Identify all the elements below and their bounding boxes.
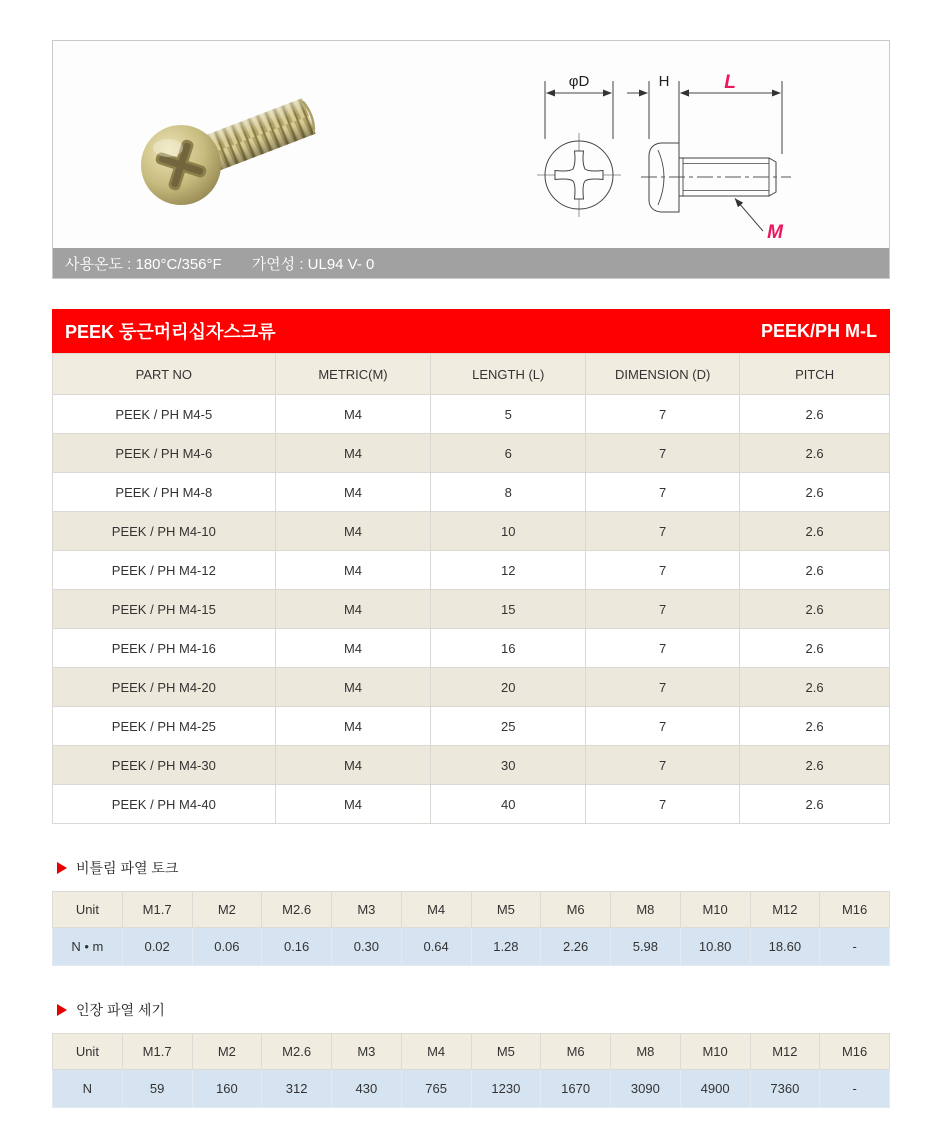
tensile-value-cell: N [53, 1070, 123, 1108]
cell: 25 [431, 707, 586, 746]
cell: 2.6 [740, 590, 890, 629]
torque-column-header: M5 [471, 892, 541, 928]
torque-column-header: Unit [53, 892, 123, 928]
torque-column-header: M6 [541, 892, 611, 928]
cell: M4 [275, 707, 431, 746]
red-triangle-bullet-icon [57, 862, 67, 874]
product-title: PEEK 둥근머리십자스크류 [65, 322, 276, 342]
spec-table-row [53, 746, 890, 785]
cell: 7 [586, 512, 740, 551]
cell: PEEK / PH M4-6 [53, 434, 276, 473]
cell: M4 [275, 668, 431, 707]
torque-column-header: M3 [332, 892, 402, 928]
torque-column-header: M2 [192, 892, 262, 928]
tensile-table [52, 1033, 890, 1108]
cell: M4 [275, 473, 431, 512]
tensile-column-header: Unit [53, 1034, 123, 1070]
tensile-section-title [57, 1000, 165, 1020]
spec-table-row [53, 629, 890, 668]
cell: 2.6 [740, 473, 890, 512]
tensile-value-cell: 160 [192, 1070, 262, 1108]
product-photo-and-drawing [53, 41, 889, 248]
torque-column-header: M4 [401, 892, 471, 928]
torque-column-header: M8 [611, 892, 681, 928]
cell: 6 [431, 434, 586, 473]
torque-column-header: M10 [680, 892, 750, 928]
cell: 7 [586, 473, 740, 512]
tensile-value-cell: 4900 [680, 1070, 750, 1108]
cell: PEEK / PH M4-30 [53, 746, 276, 785]
torque-column-header: M2.6 [262, 892, 332, 928]
cell: 2.6 [740, 395, 890, 434]
cell: M4 [275, 551, 431, 590]
cell: PEEK / PH M4-40 [53, 785, 276, 824]
cell: 7 [586, 746, 740, 785]
spec-table-row [53, 395, 890, 434]
tensile-column-header: M16 [820, 1034, 890, 1070]
cell: M4 [275, 434, 431, 473]
cell: 2.6 [740, 629, 890, 668]
torque-value-cell: 2.26 [541, 928, 611, 966]
cell: 8 [431, 473, 586, 512]
torque-value-cell: 10.80 [680, 928, 750, 966]
torque-table-header-row [53, 892, 890, 928]
tensile-column-header: M12 [750, 1034, 820, 1070]
spec-table-row [53, 551, 890, 590]
cell: 5 [431, 395, 586, 434]
torque-table-value-row [53, 928, 890, 966]
tensile-column-header: M8 [611, 1034, 681, 1070]
tensile-table-header-row [53, 1034, 890, 1070]
cell: 2.6 [740, 668, 890, 707]
spec-table-row [53, 590, 890, 629]
product-image-area [53, 41, 889, 248]
cell: 2.6 [740, 512, 890, 551]
cell: PEEK / PH M4-5 [53, 395, 276, 434]
cell: M4 [275, 590, 431, 629]
head-height-dimension-label: H [658, 73, 670, 90]
tensile-value-cell: - [820, 1070, 890, 1108]
cell: M4 [275, 512, 431, 551]
product-title-banner [52, 309, 890, 353]
torque-value-cell: 0.16 [262, 928, 332, 966]
tensile-column-header: M4 [401, 1034, 471, 1070]
spec-column-header: DIMENSION (D) [586, 354, 740, 395]
tensile-table-container [52, 1033, 890, 1108]
cell: 2.6 [740, 746, 890, 785]
tensile-value-cell: 1670 [541, 1070, 611, 1108]
torque-value-cell: 0.64 [401, 928, 471, 966]
spec-column-header: PART NO [53, 354, 276, 395]
torque-value-cell: 0.06 [192, 928, 262, 966]
cell: M4 [275, 746, 431, 785]
thread-dimension-label: M [767, 222, 783, 243]
spec-table-row [53, 512, 890, 551]
spec-table-row [53, 785, 890, 824]
tensile-value-cell: 3090 [611, 1070, 681, 1108]
torque-table-container [52, 891, 890, 966]
product-code: PEEK/PH M-L [760, 320, 877, 341]
cell: 7 [586, 434, 740, 473]
spec-column-header: LENGTH (L) [431, 354, 586, 395]
torque-table [52, 891, 890, 966]
spec-table-container [52, 353, 890, 824]
torque-column-header: M16 [820, 892, 890, 928]
cell: PEEK / PH M4-8 [53, 473, 276, 512]
cell: 2.6 [740, 707, 890, 746]
cell: 7 [586, 707, 740, 746]
tensile-column-header: M1.7 [122, 1034, 192, 1070]
flammability-label: 가연성 : UL94 V- 0 [251, 255, 375, 273]
torque-column-header: M12 [750, 892, 820, 928]
spec-table-row [53, 707, 890, 746]
cell: 16 [431, 629, 586, 668]
cell: 7 [586, 668, 740, 707]
cell: 7 [586, 785, 740, 824]
cell: 7 [586, 395, 740, 434]
usage-temperature-label: 사용온도 : 180°C/356°F [65, 255, 222, 273]
cell: PEEK / PH M4-15 [53, 590, 276, 629]
cell: M4 [275, 785, 431, 824]
torque-value-cell: 18.60 [750, 928, 820, 966]
screw-photo [141, 97, 319, 205]
tensile-column-header: M2.6 [262, 1034, 332, 1070]
cell: 7 [586, 629, 740, 668]
torque-value-cell: - [820, 928, 890, 966]
tensile-table-value-row [53, 1070, 890, 1108]
spec-table-row [53, 473, 890, 512]
tensile-column-header: M5 [471, 1034, 541, 1070]
torque-section-title [57, 858, 178, 878]
torque-value-cell: 5.98 [611, 928, 681, 966]
cell: 2.6 [740, 785, 890, 824]
tensile-column-header: M3 [332, 1034, 402, 1070]
cell: M4 [275, 629, 431, 668]
cell: PEEK / PH M4-25 [53, 707, 276, 746]
cell: PEEK / PH M4-10 [53, 512, 276, 551]
cell: PEEK / PH M4-16 [53, 629, 276, 668]
tensile-section-title-text: 인장 파열 세기 [76, 1002, 165, 1018]
cell: 12 [431, 551, 586, 590]
red-triangle-bullet-icon [57, 1004, 67, 1016]
spec-table-row [53, 434, 890, 473]
spec-table-header-row [53, 354, 890, 395]
cell: 30 [431, 746, 586, 785]
tensile-value-cell: 1230 [471, 1070, 541, 1108]
cell: 2.6 [740, 551, 890, 590]
spec-table-row [53, 668, 890, 707]
tensile-value-cell: 59 [122, 1070, 192, 1108]
tensile-column-header: M2 [192, 1034, 262, 1070]
usage-conditions-bar [53, 248, 889, 278]
cell: 15 [431, 590, 586, 629]
cell: 7 [586, 551, 740, 590]
cell: 7 [586, 590, 740, 629]
spec-table [52, 353, 890, 824]
tensile-value-cell: 430 [332, 1070, 402, 1108]
tensile-value-cell: 7360 [750, 1070, 820, 1108]
torque-value-cell: N • m [53, 928, 123, 966]
tensile-column-header: M6 [541, 1034, 611, 1070]
torque-value-cell: 0.02 [122, 928, 192, 966]
product-image-panel [52, 40, 890, 279]
cell: 2.6 [740, 434, 890, 473]
length-dimension-label: L [724, 72, 736, 93]
cell: PEEK / PH M4-20 [53, 668, 276, 707]
cell: 10 [431, 512, 586, 551]
technical-drawing [537, 72, 791, 243]
tensile-value-cell: 312 [262, 1070, 332, 1108]
torque-value-cell: 0.30 [332, 928, 402, 966]
cell: 40 [431, 785, 586, 824]
cell: 20 [431, 668, 586, 707]
cell: M4 [275, 395, 431, 434]
cell: PEEK / PH M4-12 [53, 551, 276, 590]
torque-section-title-text: 비틀림 파열 토크 [76, 860, 179, 876]
spec-column-header: PITCH [740, 354, 890, 395]
torque-column-header: M1.7 [122, 892, 192, 928]
diameter-dimension-label: φD [568, 73, 590, 90]
tensile-column-header: M10 [680, 1034, 750, 1070]
tensile-value-cell: 765 [401, 1070, 471, 1108]
spec-column-header: METRIC(M) [275, 354, 431, 395]
torque-value-cell: 1.28 [471, 928, 541, 966]
